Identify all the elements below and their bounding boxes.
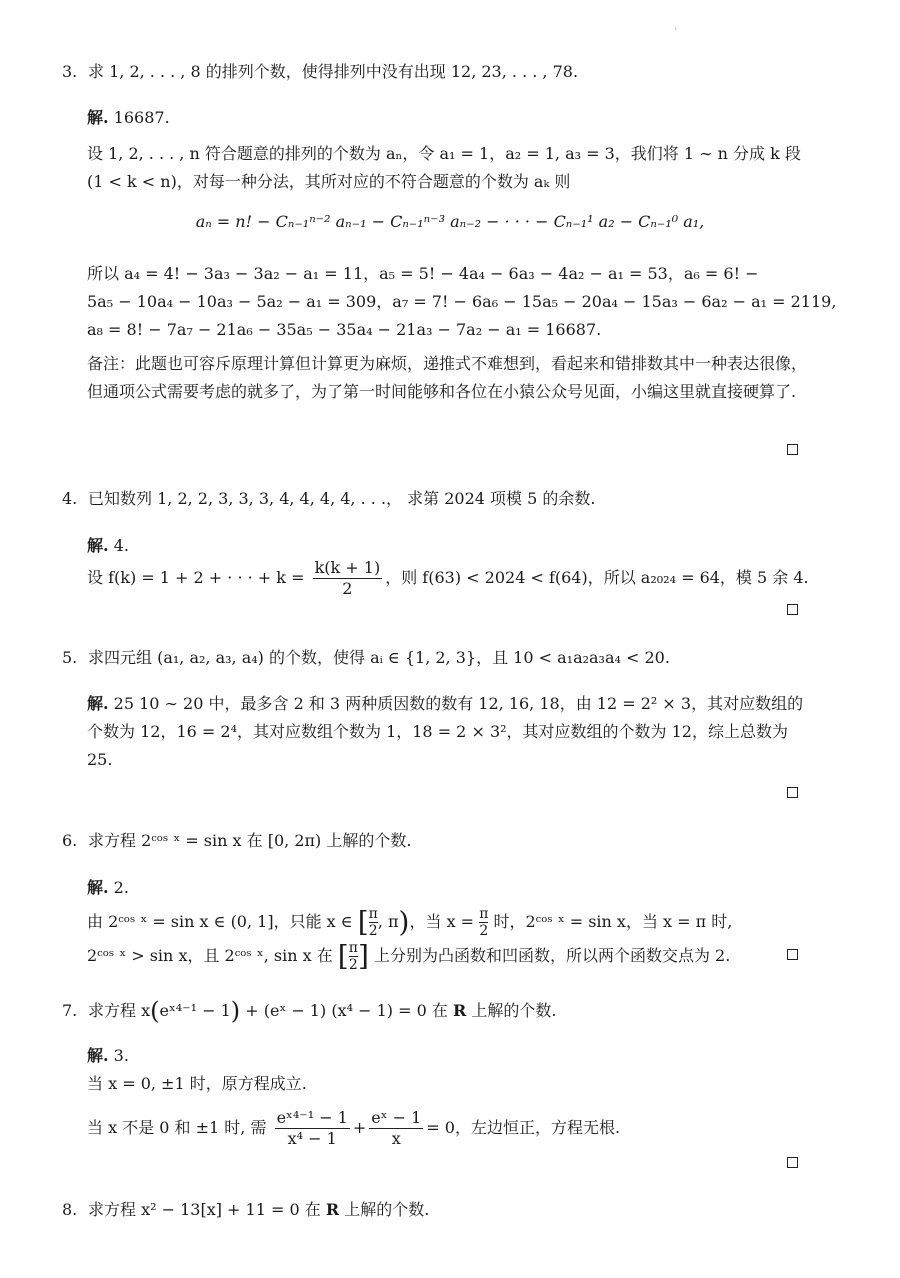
fraction — [479, 906, 488, 939]
problem-question: 求四元组 (a₁, a₂, a₃, a₄) 的个数，使得 aᵢ ∈ {1, 2, 3}，且 10 < a₁a₂a₃a₄ < 20. — [88, 648, 670, 667]
solution-answer: 3. — [108, 1046, 129, 1065]
problem-5 — [62, 646, 822, 669]
fraction-numerator: π — [479, 906, 489, 922]
fraction-denominator: x — [391, 1129, 401, 1148]
problem-question: 求方程 x² − 13[x] + 11 = 0 在 — [88, 1200, 326, 1219]
solution-label: 解. — [87, 694, 109, 713]
real-numbers-symbol: R — [325, 1200, 340, 1219]
qed-box — [787, 604, 798, 615]
fraction-denominator: 2 — [348, 957, 358, 973]
solution-label: 解. — [87, 1046, 109, 1065]
problem-number: 5. — [62, 648, 78, 667]
qed-box — [787, 1157, 798, 1168]
problem-number: 4. — [62, 489, 78, 508]
fraction-numerator: π — [348, 940, 358, 956]
solution-3-body — [87, 140, 807, 196]
fraction — [275, 1108, 350, 1149]
fraction-denominator: x⁴ − 1 — [287, 1129, 337, 1148]
solution-text: ，当 x = — [409, 912, 475, 931]
solution-text: 当 x 不是 0 和 ±1 时, 需 — [87, 1118, 267, 1137]
problem-question: 上解的个数. — [339, 1200, 430, 1219]
solution-text: ，则 f(63) < 2024 < f(64)，所以 a₂₀₂₄ = 64，模 5 余 4. — [385, 568, 809, 587]
solution-text: = 0，左边恒正，方程无根. — [426, 1118, 621, 1137]
problem-6 — [62, 829, 822, 852]
problem-question: 上解的个数. — [466, 1000, 557, 1020]
real-numbers-symbol: R — [452, 1000, 467, 1020]
fraction-denominator: 2 — [368, 923, 378, 939]
problem-3 — [62, 60, 822, 83]
paren-right: ) — [230, 997, 241, 1025]
fraction — [349, 940, 358, 973]
solution-text: 时，2ᶜᵒˢ ˣ = sin x，当 x = π 时, — [493, 912, 733, 931]
solution-text: 25 10 ∼ 20 中，最多含 2 和 3 两种质因数的数有 12, 16, 18，由 12 = 2² × 3，其对应数组的个数为 12，16 = 2⁴，其对应数组个数为 1，18 = 2 × 3²，其对应数组的个数为 12，综上总数为 25. — [87, 694, 804, 769]
solution-3-note: 备注：此题也可容斥原理计算但计算更为麻烦，递推式不难想到，看起来和错排数其中一种表达很像，但通项公式需要考虑的就多了，为了第一时间能够和各位在小猿公众号见面，小编这里就直接硬算了. — [87, 354, 808, 401]
solution-text: 由 2ᶜᵒˢ ˣ = sin x ∈ (0, 1]，只能 x ∈ — [87, 912, 353, 931]
qed-box — [787, 444, 798, 455]
problem-question: 已知数列 1, 2, 2, 3, 3, 3, 4, 4, 4, 4, . . .， 求第 2024 项模 5 的余数. — [88, 489, 596, 508]
solution-4 — [87, 532, 807, 560]
fraction-numerator: eˣ⁴⁻¹ − 1 — [276, 1108, 348, 1127]
solution-text: 设 1, 2, . . . , n 符合题意的排列的个数为 aₙ，令 a₁ = 1，a₂ = 1, a₃ = 3，我们将 1 ∼ n 分成 k 段 — [87, 144, 801, 163]
problem-question: 求方程 x — [88, 1000, 151, 1020]
fraction — [369, 906, 378, 939]
solution-3 — [87, 104, 807, 132]
paren-right: ) — [398, 905, 410, 939]
plus-sign: + — [352, 1118, 367, 1137]
calc-line: 5a₅ − 10a₄ − 10a₃ − 5a₂ − a₁ = 309，a₇ = 7! − 6a₆ − 15a₅ − 20a₄ − 15a₃ − 6a₂ − a₁ = 2119, — [87, 292, 837, 311]
solution-6-body-2 — [87, 936, 807, 977]
bracket-right: ] — [357, 939, 369, 973]
solution-text: 设 f(k) = 1 + 2 + · · · + k = — [87, 568, 305, 587]
problem-7 — [62, 994, 822, 1029]
fraction — [369, 1108, 423, 1149]
fraction-numerator: k(k + 1) — [314, 558, 381, 577]
solution-7-body — [87, 1108, 807, 1149]
problem-question: + (eˣ − 1) (x⁴ − 1) = 0 在 — [240, 1000, 453, 1020]
problem-8 — [62, 1198, 822, 1221]
solution-3-calc — [87, 260, 837, 344]
bracket-left: [ — [357, 905, 369, 939]
fraction-numerator: eˣ − 1 — [371, 1108, 422, 1127]
problem-number: 3. — [62, 62, 78, 81]
solution-text: (1 < k < n)，对每一种分法，其所对应的不符合题意的个数为 aₖ 则 — [87, 172, 571, 191]
fraction-denominator: 2 — [479, 923, 489, 939]
solution-answer: 4. — [108, 536, 129, 555]
problem-question: eˣ⁴⁻¹ − 1 — [159, 1000, 231, 1020]
solution-text: 2ᶜᵒˢ ˣ > sin x，且 2ᶜᵒˢ ˣ, sin x 在 — [87, 946, 333, 965]
solution-text: 当 x = 0, ±1 时，原方程成立. — [87, 1074, 307, 1093]
qed-box — [787, 949, 798, 960]
problem-question: 求方程 2ᶜᵒˢ ˣ = sin x 在 [0, 2π) 上解的个数. — [88, 831, 412, 850]
solution-6 — [87, 874, 807, 902]
fraction — [313, 558, 383, 599]
problem-question: 求 1, 2, . . . , 8 的排列个数，使得排列中没有出现 12, 23, . . . , 78. — [88, 62, 579, 81]
solution-answer: 16687. — [108, 108, 170, 127]
solution-label: 解. — [87, 536, 109, 555]
scan-mark: ı — [675, 26, 677, 32]
problem-4 — [62, 487, 822, 510]
solution-label: 解. — [87, 108, 109, 127]
solution-text: 上分别为凸函数和凹函数，所以两个函数交点为 2. — [373, 946, 731, 965]
solution-7 — [87, 1042, 807, 1098]
calc-line: a₈ = 8! − 7a₇ − 21a₆ − 35a₅ − 35a₄ − 21a₃ − 7a₂ − a₁ = 16687. — [87, 320, 602, 339]
fraction-numerator: π — [368, 906, 378, 922]
solution-5 — [87, 690, 807, 774]
interval-end: , π — [377, 912, 399, 931]
paren-left: ( — [150, 997, 160, 1025]
calc-line: 所以 a₄ = 4! − 3a₃ − 3a₂ − a₁ = 11，a₅ = 5! − 4a₄ − 6a₃ − 4a₂ − a₁ = 53，a₆ = 6! − — [87, 264, 759, 283]
qed-box — [787, 787, 798, 798]
solution-answer: 2. — [108, 878, 129, 897]
problem-number: 6. — [62, 831, 78, 850]
problem-number: 8. — [62, 1200, 78, 1219]
bracket-left: [ — [337, 939, 349, 973]
solution-4-body — [87, 558, 807, 599]
fraction-denominator: 2 — [342, 579, 353, 598]
problem-number: 7. — [62, 1000, 78, 1020]
recurrence-formula: aₙ = n! − Cₙ₋₁ⁿ⁻² aₙ₋₁ − Cₙ₋₁ⁿ⁻³ aₙ₋₂ − · · · − Cₙ₋₁¹ a₂ − Cₙ₋₁⁰ a₁, — [195, 212, 705, 231]
solution-label: 解. — [87, 878, 109, 897]
